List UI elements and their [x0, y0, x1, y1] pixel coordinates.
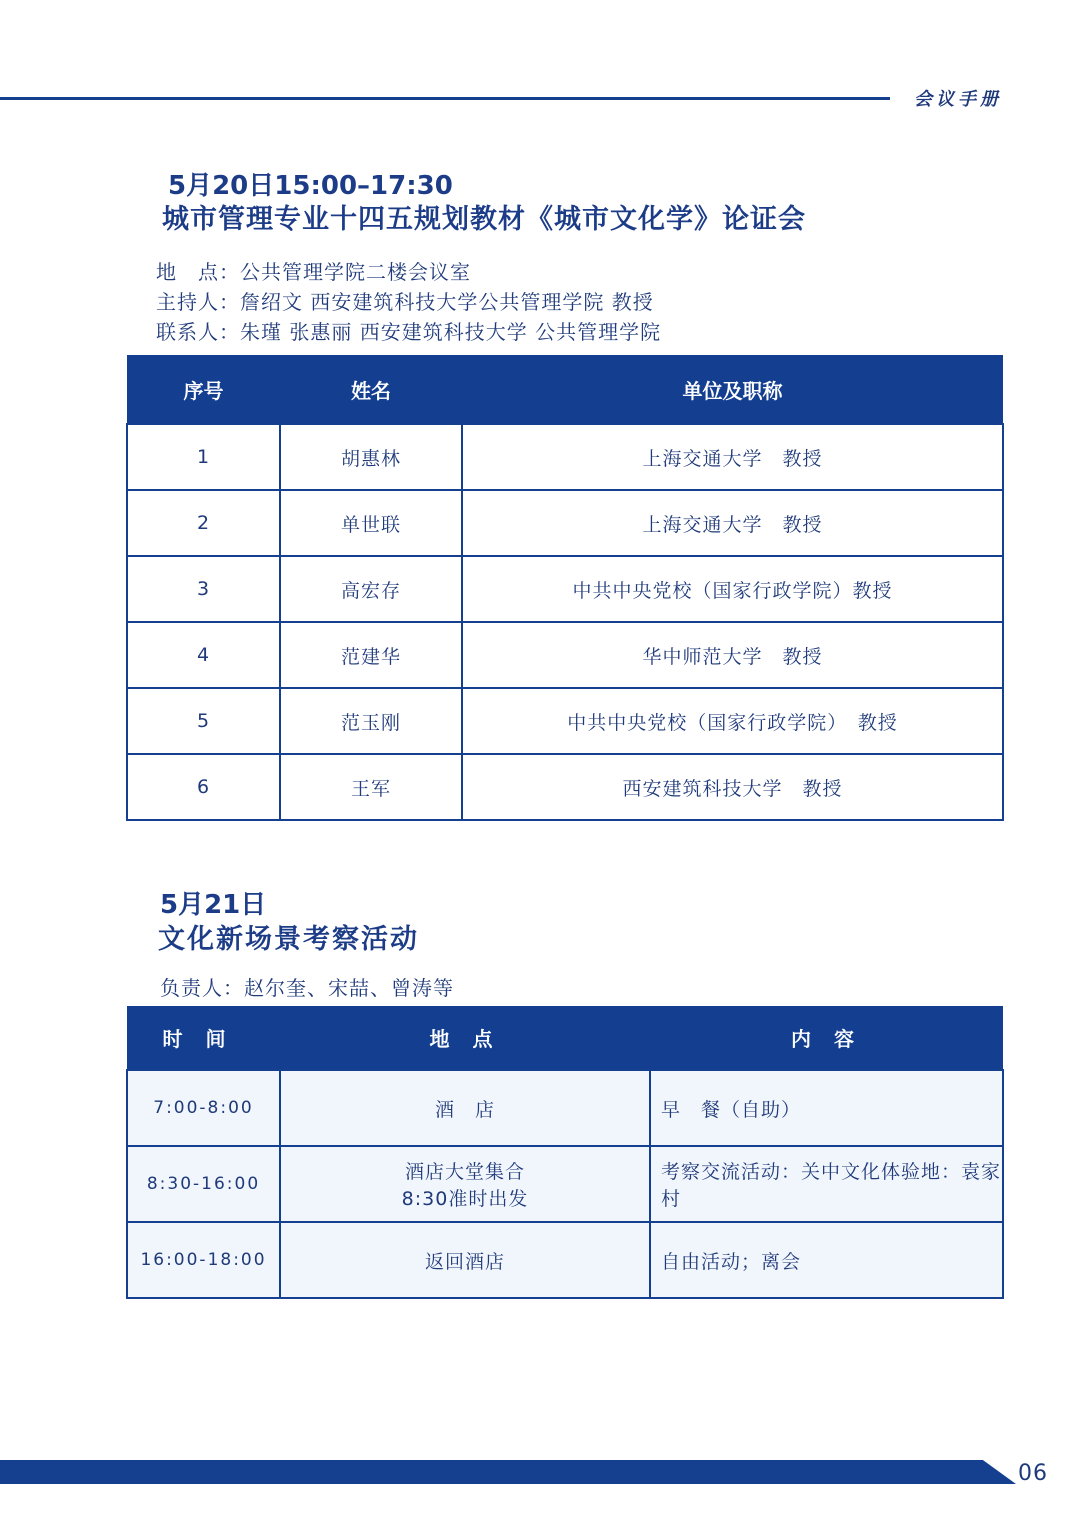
cell-time: 7:00-8:00 — [127, 1070, 280, 1146]
cell-content: 早 餐（自助） — [650, 1070, 1003, 1146]
cell-number: 1 — [127, 424, 280, 490]
cell-number: 4 — [127, 622, 280, 688]
section1-contact: 联系人：朱瑾 张惠丽 西安建筑科技大学 公共管理学院 — [156, 320, 662, 344]
cell-name: 范玉刚 — [280, 688, 462, 754]
place-line: 8:30准时出发 — [401, 1188, 529, 1210]
footer-bar — [0, 1460, 1080, 1484]
cell-name: 胡惠林 — [280, 424, 462, 490]
cell-affiliation: 华中师范大学 教授 — [462, 622, 1003, 688]
cell-name: 单世联 — [280, 490, 462, 556]
place-line: 酒 店 — [434, 1098, 495, 1121]
table-row — [127, 424, 1003, 490]
table-row — [127, 1070, 1003, 1146]
cell-name: 高宏存 — [280, 556, 462, 622]
cell-place — [280, 1222, 650, 1298]
cell-content: 自由活动；离会 — [650, 1222, 1003, 1298]
experts-table — [126, 355, 1004, 821]
cell-name: 范建华 — [280, 622, 462, 688]
section1-location: 地 点：公共管理学院二楼会议室 — [156, 260, 471, 284]
header-rule — [0, 97, 890, 100]
page-number: 06 — [1018, 1461, 1048, 1486]
section1-title: 城市管理专业十四五规划教材《城市文化学》论证会 — [162, 204, 806, 235]
section2-date: 5月21日 — [160, 890, 267, 920]
table-row — [127, 688, 1003, 754]
table-row — [127, 556, 1003, 622]
cell-number: 6 — [127, 754, 280, 820]
col-header-place: 地 点 — [280, 1006, 650, 1070]
cell-time: 8:30-16:00 — [127, 1146, 280, 1222]
cell-affiliation: 中共中央党校（国家行政学院）教授 — [462, 556, 1003, 622]
cell-affiliation: 西安建筑科技大学 教授 — [462, 754, 1003, 820]
place-line: 酒店大堂集合 — [404, 1161, 525, 1183]
table-header-row — [127, 355, 1003, 424]
cell-time: 16:00-18:00 — [127, 1222, 280, 1298]
col-header-affiliation: 单位及职称 — [462, 355, 1003, 424]
table-row — [127, 754, 1003, 820]
cell-number: 3 — [127, 556, 280, 622]
table-row — [127, 1146, 1003, 1222]
cell-place — [280, 1070, 650, 1146]
col-header-time: 时 间 — [127, 1006, 280, 1070]
cell-affiliation: 上海交通大学 教授 — [462, 424, 1003, 490]
col-header-name: 姓名 — [280, 355, 462, 424]
schedule-table — [126, 1006, 1004, 1299]
cell-content: 考察交流活动：关中文化体验地：袁家村 — [650, 1146, 1003, 1222]
cell-affiliation: 中共中央党校（国家行政学院） 教授 — [462, 688, 1003, 754]
section2-responsible: 负责人：赵尔奎、宋喆、曾涛等 — [160, 976, 454, 1000]
table-row — [127, 1222, 1003, 1298]
cell-number: 5 — [127, 688, 280, 754]
col-header-content: 内 容 — [650, 1006, 1003, 1070]
table-row — [127, 490, 1003, 556]
place-line: 返回酒店 — [424, 1250, 505, 1273]
manual-label: 会议手册 — [914, 89, 1002, 110]
cell-affiliation: 上海交通大学 教授 — [462, 490, 1003, 556]
cell-name: 王军 — [280, 754, 462, 820]
section1-date-time: 5月20日15:00–17:30 — [168, 171, 453, 201]
table-header-row — [127, 1006, 1003, 1070]
col-header-number: 序号 — [127, 355, 280, 424]
cell-place — [280, 1146, 650, 1222]
table-row — [127, 622, 1003, 688]
section2-title: 文化新场景考察活动 — [158, 924, 419, 955]
cell-number: 2 — [127, 490, 280, 556]
section1-host: 主持人：詹绍文 西安建筑科技大学公共管理学院 教授 — [156, 290, 654, 314]
